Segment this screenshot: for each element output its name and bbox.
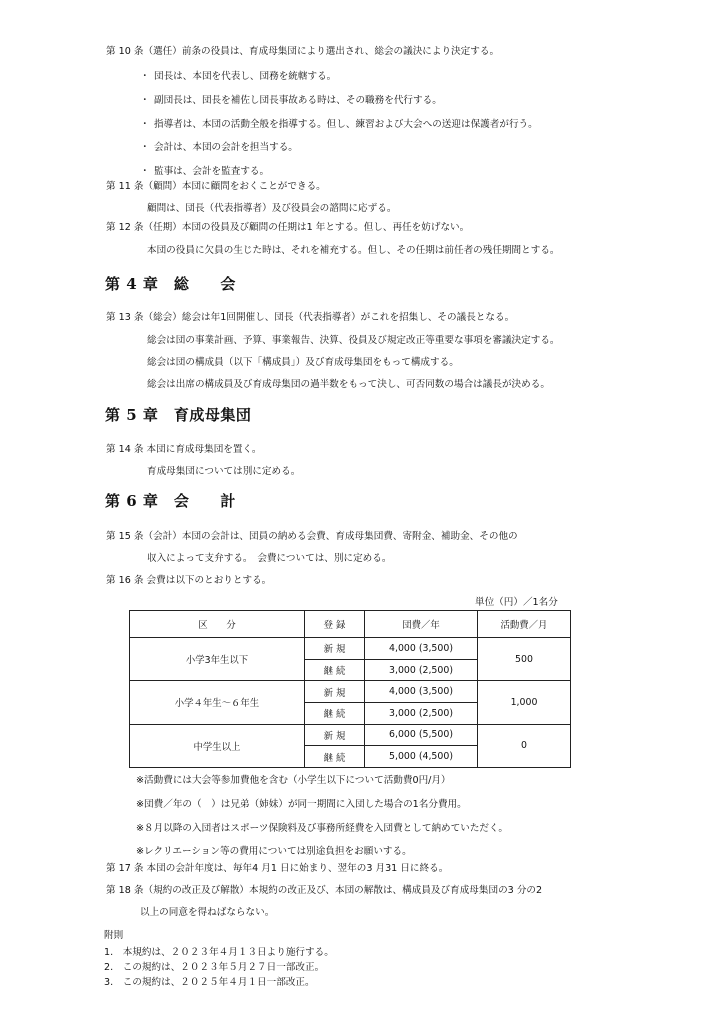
bullet: ・	[140, 119, 150, 130]
header-registration: 登 録	[305, 611, 365, 638]
article-13-heading: 第 13 条（総会）総会は年1回開催し、団長（代表指導者）がこれを招集し、その議長となる。	[106, 312, 515, 323]
article-15-heading: 第 15 条（会計）本団の会計は、団員の納める会費、育成母集団費、寄附金、補助金、その他の	[106, 531, 518, 542]
supplement-item: 2. この規約は、２０２３年５月２７日一部改正。	[104, 962, 325, 973]
chapter-6-title: 第 6 章 会 計	[105, 492, 236, 510]
registration-cell: 継 続	[305, 746, 365, 768]
supplement-title: 附則	[104, 930, 124, 941]
annual-fee-cell: 5,000 (4,500)	[365, 746, 478, 768]
table-note: ※レクリエーション等の費用については別途負担をお願いする。	[136, 846, 412, 857]
header-activity-fee: 活動費／月	[478, 611, 571, 638]
article-13-body: 総会は出席の構成員及び育成母集団の過半数をもって決し、可否同数の場合は議長が決める。	[147, 379, 550, 390]
article-11-body: 顧問は、団長（代表指導者）及び役員会の諮問に応ずる。	[147, 203, 397, 214]
bullet: ・	[140, 166, 150, 177]
table-row	[130, 724, 571, 746]
table-row	[130, 681, 571, 703]
article-10-item	[140, 118, 538, 131]
article-14-heading: 第 14 条 本団に育成母集団を置く。	[106, 444, 262, 455]
bullet: ・	[140, 71, 150, 82]
item-text: 監事は、会計を監査する。	[154, 166, 270, 177]
article-15-body: 収入によって支弁する。 会費については、別に定める。	[147, 553, 392, 564]
table-note: ※８月以降の入団者はスポーツ保険料及び事務所経費を入団費として納めていただく。	[136, 823, 509, 834]
article-12-heading: 第 12 条（任期）本団の役員及び顧問の任期は1 年とする。但し、再任を妨げない。	[106, 222, 470, 233]
article-17-heading: 第 17 条 本団の会計年度は、毎年4 月1 日に始まり、翌年の3 月31 日に終る。	[106, 863, 449, 874]
activity-fee-cell: 0	[478, 724, 571, 767]
item-text: 副団長は、団長を補佐し団長事故ある時は、その職務を代行する。	[154, 95, 442, 106]
annual-fee-cell: 6,000 (5,500)	[365, 724, 478, 746]
article-13-body: 総会は団の事業計画、予算、事業報告、決算、役員及び規定改正等重要な事項を審議決定する。	[147, 335, 560, 346]
registration-cell: 新 規	[305, 724, 365, 746]
bullet: ・	[140, 95, 150, 106]
article-10-item	[140, 70, 336, 83]
annual-fee-cell: 4,000 (3,500)	[365, 681, 478, 703]
chapter-4-title: 第 4 章 総 会	[105, 275, 236, 293]
chapter-5-title: 第 5 章 育成母集団	[105, 406, 252, 424]
article-14-body: 育成母集団については別に定める。	[147, 466, 301, 477]
category-cell: 小学４年生～６年生	[130, 681, 305, 724]
activity-fee-cell: 500	[478, 638, 571, 681]
registration-cell: 継 続	[305, 702, 365, 724]
table-row	[130, 638, 571, 660]
fee-table	[129, 610, 571, 768]
article-10-item	[140, 141, 298, 154]
article-13-body: 総会は団の構成員（以下「構成員」）及び育成母集団をもって構成する。	[147, 357, 459, 368]
header-category: 区 分	[130, 611, 305, 638]
table-note: ※団費／年の（ ）は兄弟（姉妹）が同一期間に入団した場合の1名分費用。	[136, 799, 467, 810]
supplement-item: 3. この規約は、２０２５年４月１日一部改正。	[104, 977, 315, 988]
annual-fee-cell: 4,000 (3,500)	[365, 638, 478, 660]
activity-fee-cell: 1,000	[478, 681, 571, 724]
bullet: ・	[140, 142, 150, 153]
item-text: 指導者は、本団の活動全般を指導する。但し、練習および大会への送迎は保護者が行う。	[154, 119, 538, 130]
article-18-heading: 第 18 条（規約の改正及び解散）本規約の改正及び、本団の解散は、構成員及び育成母集団の3 分の2	[106, 885, 543, 896]
annual-fee-cell: 3,000 (2,500)	[365, 659, 478, 681]
article-12-body: 本団の役員に欠員の生じた時は、それを補充する。但し、その任期は前任者の残任期間とする。	[147, 245, 560, 256]
category-cell: 小学3年生以下	[130, 638, 305, 681]
category-cell: 中学生以上	[130, 724, 305, 767]
registration-cell: 継 続	[305, 659, 365, 681]
article-10-heading: 第 10 条（選任）前条の役員は、育成母集団により選出され、総会の議決により決定する。	[106, 46, 500, 57]
supplement-item: 1. 本規約は、２０２３年４月１３日より施行する。	[104, 947, 334, 958]
item-text: 団長は、本団を代表し、団務を統轄する。	[154, 71, 337, 82]
registration-cell: 新 規	[305, 638, 365, 660]
registration-cell: 新 規	[305, 681, 365, 703]
table-header-row	[130, 611, 571, 638]
table-note: ※活動費には大会等参加費他を含む（小学生以下について活動費0円/月）	[136, 775, 451, 786]
article-11-heading: 第 11 条（顧問）本団に顧問をおくことができる。	[106, 181, 326, 192]
item-text: 会計は、本団の会計を担当する。	[154, 142, 298, 153]
article-10-item	[140, 94, 442, 107]
annual-fee-cell: 3,000 (2,500)	[365, 702, 478, 724]
header-annual-fee: 団費／年	[365, 611, 478, 638]
article-10-item	[140, 165, 269, 178]
table-unit-label: 単位（円）／1名分	[475, 597, 558, 608]
article-18-body: 以上の同意を得ねばならない。	[140, 907, 275, 918]
article-16-heading: 第 16 条 会費は以下のとおりとする。	[106, 575, 272, 586]
